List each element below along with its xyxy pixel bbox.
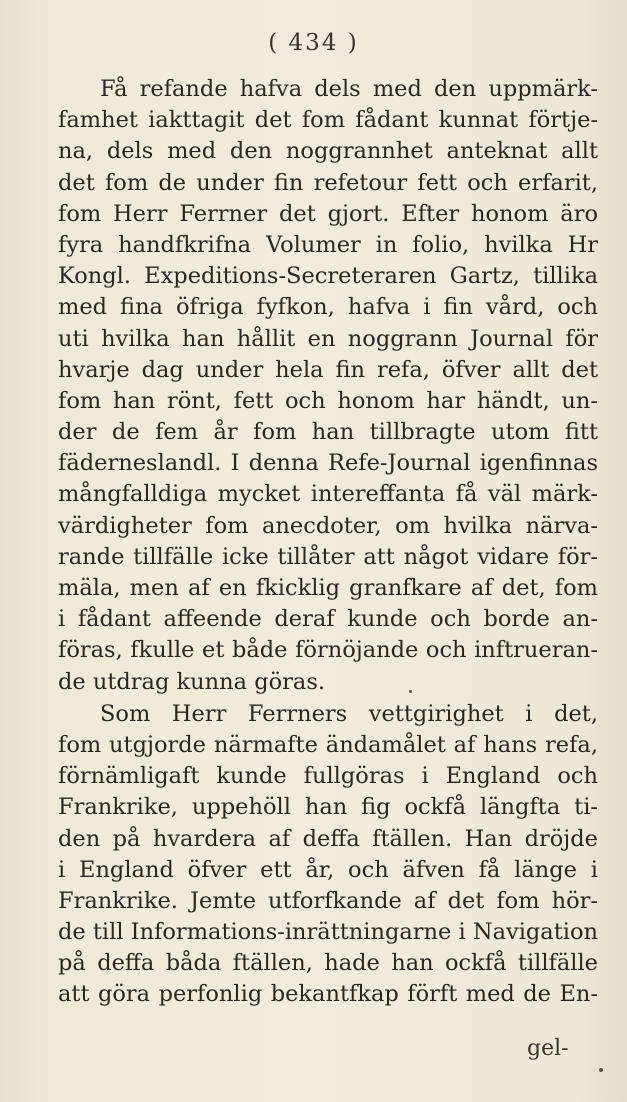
text-line: mångfalldiga mycket intereffanta få väl märk- bbox=[58, 481, 598, 508]
text-line: mäla, men af en fkicklig granfkare af det, fom bbox=[58, 575, 598, 601]
body-text bbox=[58, 74, 598, 1011]
paragraph-1 bbox=[58, 74, 598, 698]
page-number: ( 434 ) bbox=[268, 30, 359, 56]
ink-speck bbox=[599, 1068, 603, 1072]
text-line: de till Informations-inrättningarne i Navigation bbox=[58, 919, 598, 946]
text-line: de utdrag kunna göras. bbox=[58, 668, 326, 695]
text-line: fom utgjorde närmafte ändamålet af hans refa, bbox=[58, 731, 598, 758]
text-line: föras, fkulle et både förnöjande och inftrueran- bbox=[58, 637, 598, 664]
text-line: Som Herr Ferrners vettgirighet i det, bbox=[100, 700, 598, 727]
text-line: na, dels med den noggrannhet anteknat allt bbox=[58, 138, 598, 165]
text-line: fom Herr Ferrner det gjort. Efter honom äro bbox=[58, 200, 598, 227]
text-line: i fådant affeende deraf kunde och borde an- bbox=[58, 606, 598, 633]
ink-speck bbox=[409, 690, 412, 693]
text-line: det fom de under fin refetour fett och erfarit, bbox=[58, 169, 598, 196]
text-line: rande tillfälle icke tillåter att något vidare för- bbox=[58, 543, 598, 570]
text-line: Frankrike. Jemte utforfkande af det fom hör- bbox=[58, 887, 598, 914]
catchword: gel- bbox=[527, 1036, 569, 1061]
text-line: fom han rönt, fett och honom har händt, un- bbox=[58, 387, 598, 414]
text-line: värdigheter fom anecdoter, om hvilka närva- bbox=[58, 512, 598, 539]
text-line: att göra perfonlig bekantfkap förft med de En- bbox=[58, 981, 598, 1008]
text-line: med fina öfriga fyfkon, hafva i fin vård, och bbox=[58, 294, 598, 321]
paragraph-2 bbox=[58, 699, 598, 1011]
text-line: famhet iakttagit det fom fådant kunnat förtje- bbox=[58, 107, 598, 134]
text-line: Frankrike, uppehöll han fig ockfå längfta ti- bbox=[58, 794, 598, 821]
text-line: i England öfver ett år, och äfven få länge i bbox=[58, 856, 598, 883]
text-line: på deffa båda ftällen, hade han ockfå tillfälle bbox=[58, 950, 598, 977]
text-line: der de fem år fom han tillbragte utom fitt bbox=[58, 419, 598, 446]
text-line: fyra handfkrifna Volumer in folio, hvilka Hr bbox=[58, 231, 598, 258]
text-line: Få refande hafva dels med den uppmärk- bbox=[100, 76, 598, 102]
text-line: den på hvardera af deffa ftällen. Han dröjde bbox=[58, 825, 598, 852]
text-line: uti hvilka han hållit en noggrann Journal för bbox=[58, 325, 598, 352]
text-line: hvarje dag under hela fin refa, öfver allt det bbox=[58, 356, 598, 383]
text-line: förnämligaft kunde fullgöras i England och bbox=[58, 763, 598, 790]
text-line: fäderneslandl. I denna Refe-Journal igenfinnas bbox=[58, 450, 598, 477]
text-line: Kongl. Expeditions-Secreteraren Gartz, tillika bbox=[58, 263, 598, 290]
